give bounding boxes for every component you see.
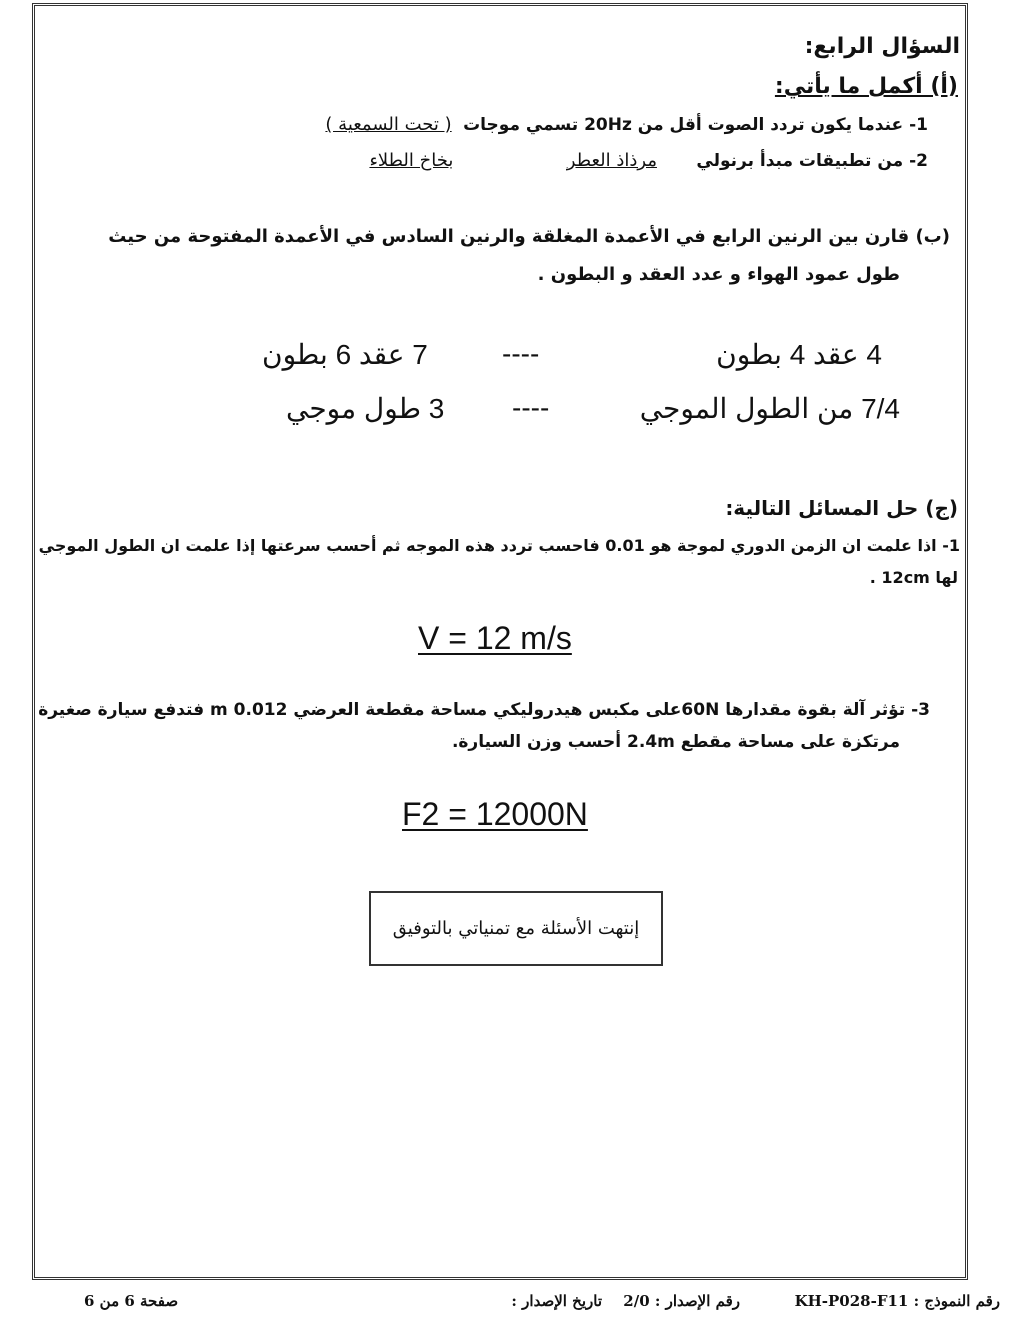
part-b-line-1: (ب) قارن بين الرنين الرابع في الأعمدة المغلقة والرنين السادس في الأعمدة المفتوحة من حيث	[108, 226, 950, 247]
compare-row-2-left: 3 طول موجي	[286, 393, 445, 424]
question-title: السؤال الرابع:	[804, 34, 960, 59]
compare-row-2-right: 7/4 من الطول الموجي	[639, 393, 900, 424]
compare-row-1-left: 7 عقد 6 بطون	[262, 339, 428, 370]
problem-1-answer: V = 12 m/s	[418, 620, 572, 656]
footer-issue-date: تاريخ الإصدار :	[511, 1292, 602, 1310]
item-2-answer-2: بخاخ الطلاء	[369, 150, 454, 171]
item-2-text: 2- من تطبيقات مبدأ برنولي	[696, 151, 928, 171]
part-a-item-2	[369, 150, 928, 171]
footer-page-number: صفحة 6 من 6	[84, 1292, 179, 1310]
item-2-answer-1: مرذاذ العطر	[566, 150, 657, 171]
part-b-line-2: طول عمود الهواء و عدد العقد و البطون .	[537, 264, 900, 285]
problem-1-line-2: لها 12cm .	[869, 568, 958, 587]
compare-row-1-separator: ----	[502, 338, 540, 369]
end-note-text: إنتهت الأسئلة مع تمنياتي بالتوفيق	[392, 918, 640, 939]
part-c-title: (ج) حل المسائل التالية:	[725, 496, 958, 520]
item-1-text: 1- عندما يكون تردد الصوت أقل من 20Hz تسمي موجات	[463, 115, 928, 135]
end-note-box	[369, 891, 663, 966]
footer-form-number: رقم النموذج : KH-P028-F11	[794, 1292, 1000, 1310]
problem-3-answer: F2 = 12000N	[402, 796, 588, 832]
compare-row-2-separator: ----	[512, 392, 550, 423]
problem-3-line-2: مرتكزة على مساحة مقطع 2.4m أحسب وزن السيارة.	[451, 732, 900, 752]
problem-1-line-1: 1- اذا علمت ان الزمن الدوري لموجة هو 0.01 فاحسب تردد هذه الموجه ثم أحسب سرعتها إذا علمت ان الطول الموجي	[38, 536, 960, 555]
part-a-item-1	[325, 114, 928, 135]
footer-version: رقم الإصدار : 2/0	[623, 1292, 740, 1310]
part-a-title: (أ) أكمل ما يأتي:	[774, 74, 958, 99]
faint-mark	[372, 1008, 672, 1048]
problem-3-line-1: 3- تؤثر آلة بقوة مقدارها 60Nعلى مكبس هيدروليكي مساحة مقطعة العرضي 0.012 m فتدفع سيارة صغيرة	[38, 700, 930, 720]
item-1-answer: ( تحت السمعية )	[325, 114, 452, 135]
compare-row-1-right: 4 عقد 4 بطون	[716, 339, 882, 370]
